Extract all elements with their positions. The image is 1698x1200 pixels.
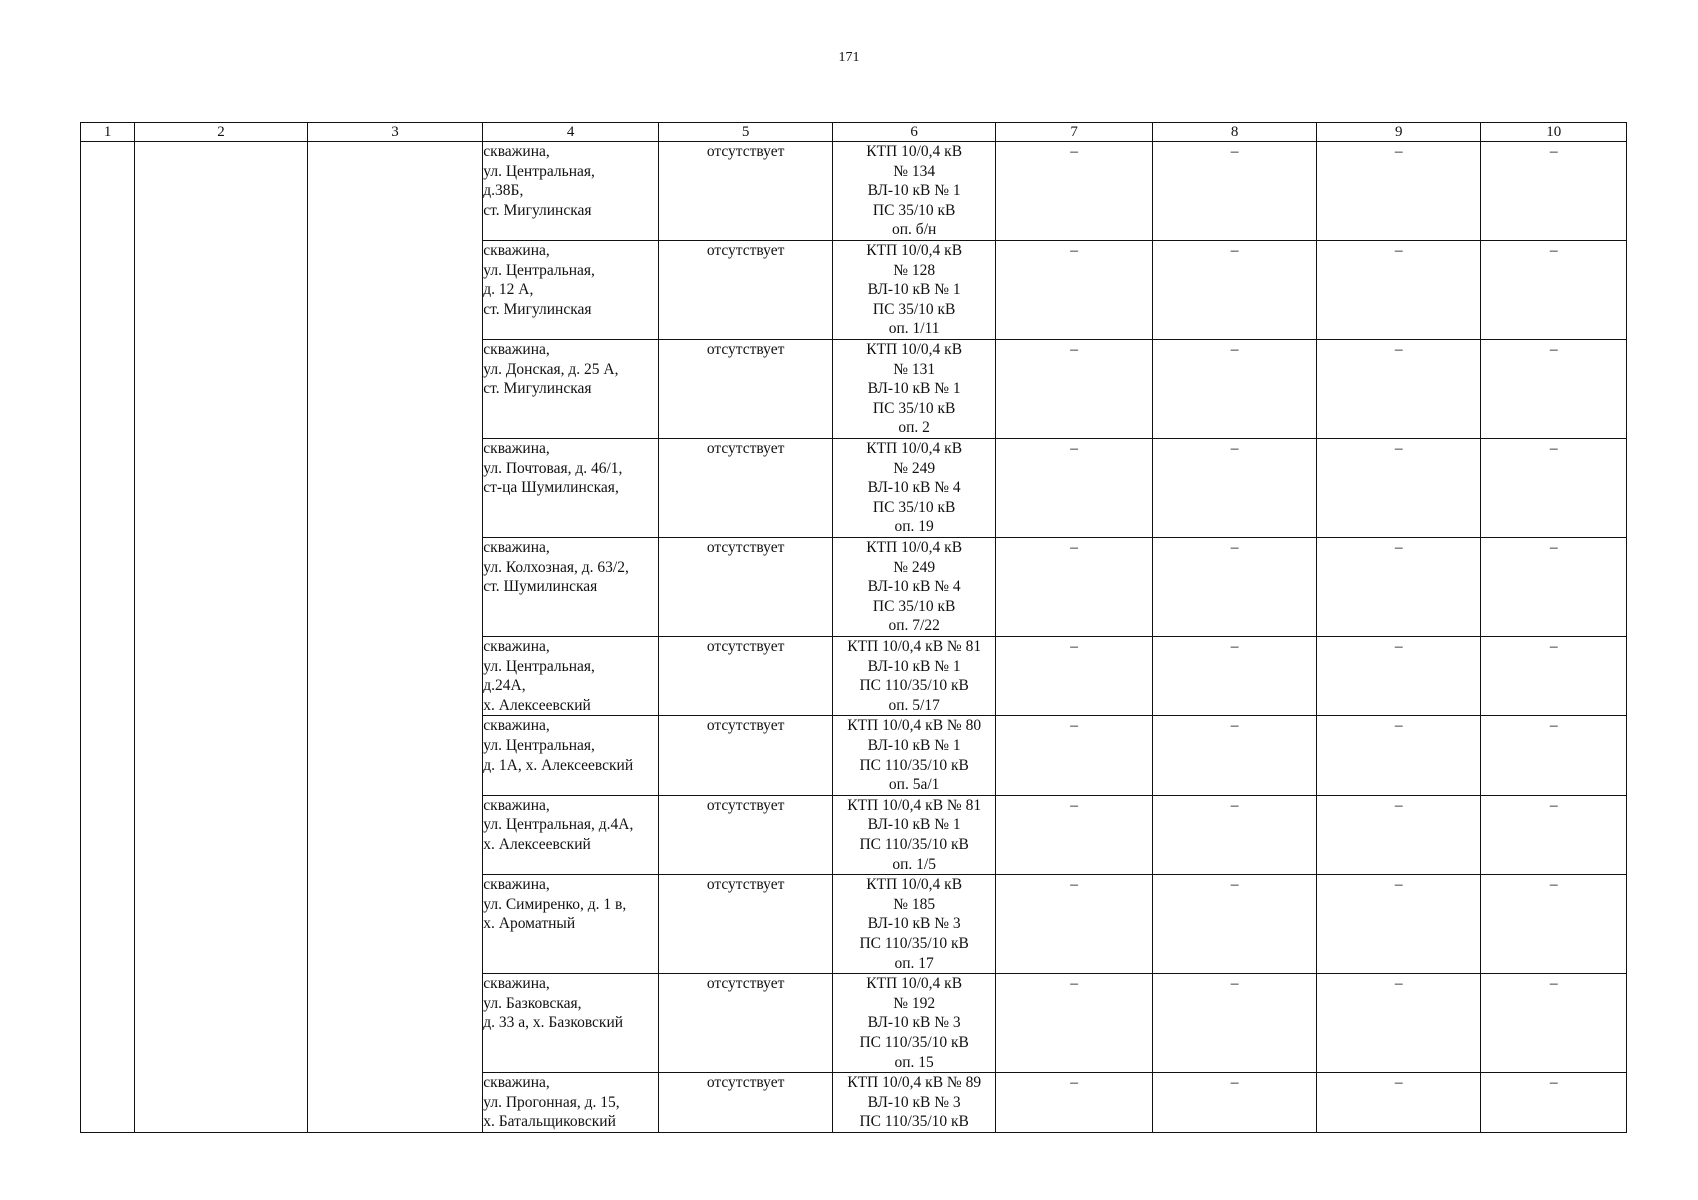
column-header-8: 8: [1153, 123, 1317, 142]
column-7-cell: –: [995, 1073, 1153, 1133]
column-2-merged-cell: [135, 142, 308, 1133]
power-supply-cell: КТП 10/0,4 кВ № 192 ВЛ-10 кВ № 3 ПС 110/35/10 кВ оп. 15: [833, 974, 996, 1073]
column-9-cell: –: [1316, 637, 1481, 716]
object-location-cell: скважина, ул. Центральная, д. 1А, х. Алексеевский: [483, 716, 659, 795]
column-header-2: 2: [135, 123, 308, 142]
status-cell: отсутствует: [658, 875, 833, 974]
status-cell: отсутствует: [658, 1073, 833, 1133]
column-10-cell: –: [1481, 716, 1627, 795]
column-10-cell: –: [1481, 439, 1627, 538]
column-9-cell: –: [1316, 340, 1481, 439]
power-supply-cell: КТП 10/0,4 кВ № 249 ВЛ-10 кВ № 4 ПС 35/10 кВ оп. 19: [833, 439, 996, 538]
column-10-cell: –: [1481, 875, 1627, 974]
column-10-cell: –: [1481, 538, 1627, 637]
object-location-cell: скважина, ул. Центральная, д.24А, х. Алексеевский: [483, 637, 659, 716]
power-supply-cell: КТП 10/0,4 кВ № 128 ВЛ-10 кВ № 1 ПС 35/10 кВ оп. 1/11: [833, 241, 996, 340]
column-10-cell: –: [1481, 795, 1627, 874]
column-7-cell: –: [995, 340, 1153, 439]
column-7-cell: –: [995, 241, 1153, 340]
column-10-cell: –: [1481, 637, 1627, 716]
column-9-cell: –: [1316, 241, 1481, 340]
status-cell: отсутствует: [658, 637, 833, 716]
status-cell: отсутствует: [658, 241, 833, 340]
column-8-cell: –: [1153, 142, 1317, 241]
column-8-cell: –: [1153, 875, 1317, 974]
column-header-10: 10: [1481, 123, 1627, 142]
object-location-cell: скважина, ул. Колхозная, д. 63/2, ст. Шумилинская: [483, 538, 659, 637]
column-7-cell: –: [995, 439, 1153, 538]
page-number: 171: [838, 50, 860, 65]
column-9-cell: –: [1316, 538, 1481, 637]
column-9-cell: –: [1316, 795, 1481, 874]
power-supply-cell: КТП 10/0,4 кВ № 249 ВЛ-10 кВ № 4 ПС 35/10 кВ оп. 7/22: [833, 538, 996, 637]
power-supply-cell: КТП 10/0,4 кВ № 185 ВЛ-10 кВ № 3 ПС 110/35/10 кВ оп. 17: [833, 875, 996, 974]
power-supply-cell: КТП 10/0,4 кВ № 131 ВЛ-10 кВ № 1 ПС 35/10 кВ оп. 2: [833, 340, 996, 439]
column-9-cell: –: [1316, 716, 1481, 795]
column-10-cell: –: [1481, 241, 1627, 340]
column-9-cell: –: [1316, 1073, 1481, 1133]
object-location-cell: скважина, ул. Донская, д. 25 А, ст. Мигулинская: [483, 340, 659, 439]
status-cell: отсутствует: [658, 439, 833, 538]
column-header-7: 7: [995, 123, 1153, 142]
column-8-cell: –: [1153, 637, 1317, 716]
object-location-cell: скважина, ул. Почтовая, д. 46/1, ст-ца Шумилинская,: [483, 439, 659, 538]
object-location-cell: скважина, ул. Прогонная, д. 15, х. Батальщиковский: [483, 1073, 659, 1133]
status-cell: отсутствует: [658, 716, 833, 795]
column-8-cell: –: [1153, 340, 1317, 439]
column-header-5: 5: [658, 123, 833, 142]
status-cell: отсутствует: [658, 974, 833, 1073]
column-number-row: [81, 123, 1627, 142]
column-7-cell: –: [995, 637, 1153, 716]
column-9-cell: –: [1316, 974, 1481, 1073]
power-supply-cell: КТП 10/0,4 кВ № 80 ВЛ-10 кВ № 1 ПС 110/35/10 кВ оп. 5а/1: [833, 716, 996, 795]
column-9-cell: –: [1316, 142, 1481, 241]
table-body: [81, 142, 1627, 1133]
status-cell: отсутствует: [658, 538, 833, 637]
column-7-cell: –: [995, 795, 1153, 874]
column-7-cell: –: [995, 974, 1153, 1073]
column-10-cell: –: [1481, 142, 1627, 241]
column-8-cell: –: [1153, 974, 1317, 1073]
table-row: [81, 142, 1627, 241]
column-header-3: 3: [307, 123, 483, 142]
column-header-6: 6: [833, 123, 996, 142]
status-cell: отсутствует: [658, 795, 833, 874]
column-8-cell: –: [1153, 439, 1317, 538]
column-9-cell: –: [1316, 875, 1481, 974]
column-8-cell: –: [1153, 538, 1317, 637]
column-1-merged-cell: [81, 142, 135, 1133]
column-header-9: 9: [1316, 123, 1481, 142]
object-location-cell: скважина, ул. Центральная, д.4А, х. Алексеевский: [483, 795, 659, 874]
column-7-cell: –: [995, 875, 1153, 974]
object-location-cell: скважина, ул. Центральная, д.38Б, ст. Мигулинская: [483, 142, 659, 241]
column-8-cell: –: [1153, 795, 1317, 874]
column-header-4: 4: [483, 123, 659, 142]
column-8-cell: –: [1153, 241, 1317, 340]
column-7-cell: –: [995, 142, 1153, 241]
column-3-merged-cell: [307, 142, 483, 1133]
column-header-1: 1: [81, 123, 135, 142]
column-10-cell: –: [1481, 1073, 1627, 1133]
power-supply-cell: КТП 10/0,4 кВ № 81 ВЛ-10 кВ № 1 ПС 110/35/10 кВ оп. 1/5: [833, 795, 996, 874]
column-10-cell: –: [1481, 340, 1627, 439]
column-8-cell: –: [1153, 1073, 1317, 1133]
status-cell: отсутствует: [658, 340, 833, 439]
column-7-cell: –: [995, 538, 1153, 637]
power-supply-cell: КТП 10/0,4 кВ № 81 ВЛ-10 кВ № 1 ПС 110/35/10 кВ оп. 5/17: [833, 637, 996, 716]
register-table: [80, 122, 1627, 1133]
object-location-cell: скважина, ул. Центральная, д. 12 А, ст. Мигулинская: [483, 241, 659, 340]
column-10-cell: –: [1481, 974, 1627, 1073]
power-supply-cell: КТП 10/0,4 кВ № 89 ВЛ-10 кВ № 3 ПС 110/35/10 кВ: [833, 1073, 996, 1133]
status-cell: отсутствует: [658, 142, 833, 241]
column-9-cell: –: [1316, 439, 1481, 538]
column-7-cell: –: [995, 716, 1153, 795]
power-supply-cell: КТП 10/0,4 кВ № 134 ВЛ-10 кВ № 1 ПС 35/10 кВ оп. б/н: [833, 142, 996, 241]
column-8-cell: –: [1153, 716, 1317, 795]
object-location-cell: скважина, ул. Базковская, д. 33 а, х. Базковский: [483, 974, 659, 1073]
object-location-cell: скважина, ул. Симиренко, д. 1 в, х. Ароматный: [483, 875, 659, 974]
